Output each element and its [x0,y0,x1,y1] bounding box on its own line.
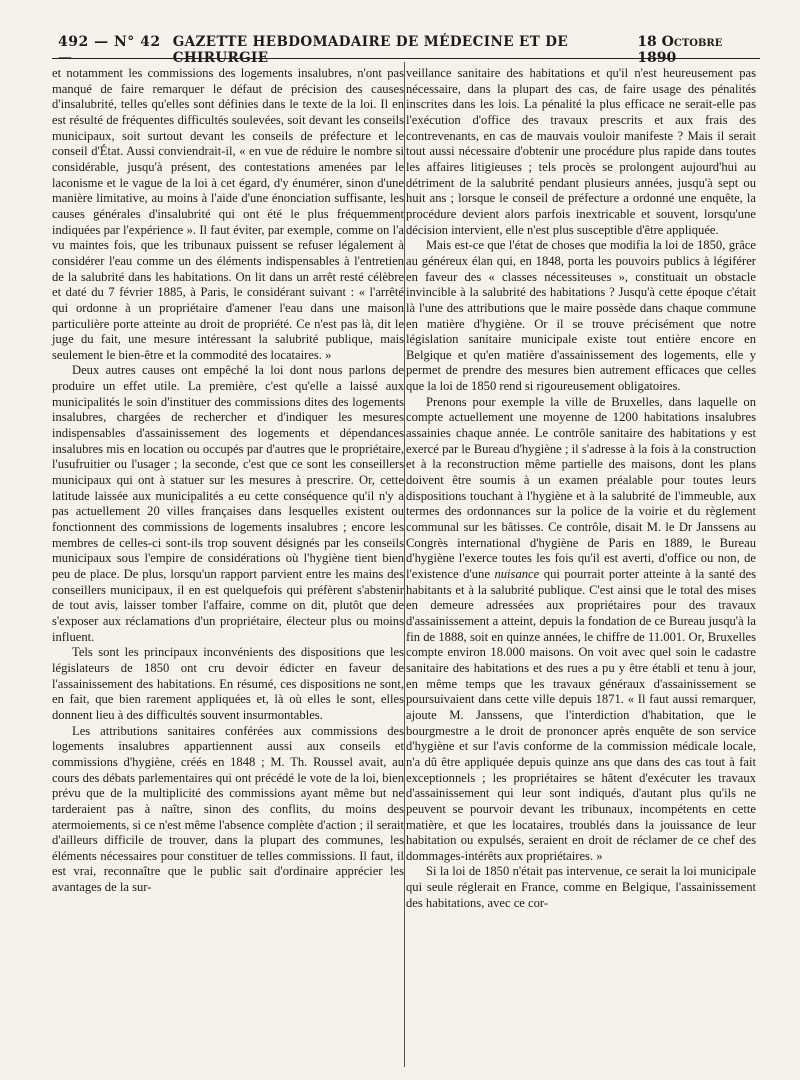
journal-title: GAZETTE HEBDOMADAIRE DE MÉDECINE ET DE CHIRURGIE [172,34,569,66]
issue-date [637,34,758,66]
left-paragraph-2: Deux autres causes ont empêché la loi dont nous parlons de produire un effet utile. La première, c'est qu'elle a laissé aux municipalités le soin d'instituer des commissions dites des logements insalubres, chargées de rechercher et d'indiquer les mesures indispensables d'assainissement des logements et dépendances insalubres mis en location ou occupés par d'autres que le propriétaire, l'usufruitier ou l'usager ; la seconde, c'est que ce sont les conseillers municipaux qui ont à statuer sur les mesures à prescrire. Or, cette latitude laissée aux municipalités a eu cette conséquence qu'il n'y a pas actuellement 20 villes françaises dans lesquelles existent ou fonctionnent des commissions de logements insalubres ; encore les membres de celles-ci sont-ils trop souvent désignés par les conseils municipaux sous l'empire de considérations où l'hygiène tient bien peu de place. De plus, lorsqu'un rapport parvient entre les mains des conseillers municipaux, il en est quelquefois qui préfèrent s'abstenir de tout avis, laisser tomber l'affaire, comme on dit, plutôt que de s'exposer aux réclamations d'un propriétaire, électeur plus ou moins influent. [52,363,404,644]
left-paragraph-3: Tels sont les principaux inconvénients des dispositions que les législateurs de 1850 ont cru devoir édicter en faveur de l'assainissement des habitations. En résumé, ces dispositions ne sont, en fait, que bien rarement appliquées et, là où elles le sont, elles donnent lieu à des difficultés souvent insurmontables. [52,645,404,722]
left-paragraph-1: et notamment les commissions des logements insalubres, n'ont pas manqué de faire remarquer le défaut de précision des causes d'insalubrité, telles qu'elles sont définies dans le texte de la loi. Il en est résulté de fréquentes difficultés soulevées, soit devant les conseils municipaux, soit surtout devant les conseils de préfecture et le conseil d'État. Aussi conviendrait-il, « en vue de réduire le nombre si considérable, jusqu'à présent, des contestations amenées par le laconisme et le vague de la loi à cet égard, d'y énumérer, sinon d'une manière limitative, au moins à l'aide d'une énonciation suffisante, les causes générales d'insalubrité qui ont été le plus fréquemment indiquées par l'expérience ». Il faut éviter, par exemple, comme on l'a vu maintes fois, que les tribunaux puissent se refuser légalement à considérer l'eau comme un des éléments indispensables à l'entretien de la salubrité dans les habitations. On lit dans un arrêt resté célèbre et daté du 7 février 1885, à Paris, le considérant suivant : « l'arrêté qui ordonne à un propriétaire d'amener l'eau dans une maison particulière porte atteinte au droit de propriété. Ce n'est pas là, dit le juge du fait, une mesure intéressant la salubrité publique, mais seulement le bien-être et la commodité des locataires. » [52,66,404,362]
right-paragraph-2: Mais est-ce que l'état de choses que modifia la loi de 1850, grâce au généreux élan qui, en 1848, porta les pouvoirs publics à légiférer en faveur des « classes nécessiteuses », constituait un obstacle invincible à la salubrité des habitations ? Jusqu'à cette époque c'était là l'une des attributions que le maire possède dans chaque commune en matière d'hygiène. Or il se trouve précisément que notre législation sanitaire municipale existe tout entière encore en Belgique et qu'en matière d'assainissement des logements, elle y permet de prendre des mesures bien autrement efficaces que celles que la loi de 1850 rend si rigoureusement obligatoires. [406,238,756,394]
nuisance-term: nuisance [494,567,540,581]
issue-date-month: Octobre [661,34,723,50]
right-paragraph-3-part-a: Prenons pour exemple la ville de Bruxelles, dans laquelle on compte actuellement une moyenne de 1200 habitations insalubres assainies chaque année. Le contrôle sanitaire des habitations y est exercé par le Bureau d'hygiène ; il s'adresse à la fois à la construction et à la reconstruction même partielle des maisons, dont les plans doivent être soumis à un examen préalable pour toutes leurs dispositions touchant à l'hygiène et à la salubrité de l'immeuble, aux termes des ordonnances sur la police de la voirie et du règlement communal sur les bâtisses. Ce contrôle, disait M. le Dr Janssens au Congrès international d'hygiène de Paris en 1889, le Bureau d'hygiène l'exerce toutes les fois qu'il est averti, d'office ou non, de l'existence d'une [406,394,756,581]
right-column [406,66,756,911]
left-paragraph-4: Les attributions sanitaires conférées aux commissions des logements insalubres appartiennent aussi aux conseils et commissions d'hygiène, créés en 1848 ; M. Th. Roussel avait, au cours des débats parlementaires qui ont précédé le vote de la loi, bien prévu que de la multiplicité des commissions ayant même but ne tarderaient pas à naître, sinon des conflits, du moins des atermoiements, si ce n'est même l'absence complète d'action ; il serait d'ailleurs difficile de trouver, dans la plupart des communes, les éléments nécessaires pour constituer de telles commissions. Il faut, il est vrai, reconnaître que le public sait d'ordinaire apprécier les avantages de la sur- [52,723,404,895]
page-number: 492 — N° 42 — [58,34,161,66]
left-column [52,66,404,896]
right-paragraph-4: Si la loi de 1850 n'était pas intervenue, ce serait la loi municipale qui seule réglerait en France, comme en Belgique, l'assainissement des habitations, avec ce cor- [406,864,756,910]
page-header [58,34,758,66]
header-rule [52,58,760,59]
issue-date-day: 18 [637,34,657,50]
column-divider [404,62,405,1067]
right-paragraph-3-part-b: qui pourrait porter atteinte à la santé des habitants et à la salubrité publique. C'est ainsi que le total des mises en demeure adressées aux propriétaires pour des travaux d'assainissement a atteint, depuis la fondation de ce Bureau jusqu'à la fin de 1888, soit en quinze années, le chiffre de 11.001. Or, Bruxelles compte environ 18.000 maisons. On voit avec quel soin le cadastre sanitaire des habitations et des rues a pu y être établi et tenu à jour, en même temps que les travaux généraux d'assainissement se poursuivaient dans cette ville depuis 1871. « Il faut aussi remarquer, ajoute M. Janssens, que l'interdiction d'habitation, que le bourgmestre a le droit de prononcer après enquête de son service d'hygiène et sur l'avis conforme de la commission médicale locale, n'a dû être appliquée depuis quinze ans que dans des cas tout à fait exceptionnels ; les propriétaires se hâtent d'exécuter les travaux d'assainissement qui leur sont indiqués, d'autant plus qu'ils ne peuvent se pourvoir devant les tribunaux, incompétents en cette matière, et que les locataires, troublés dans la jouissance de leur habitation ou expulsés, seraient en droit de réclamer de ce chef des dommages-intérêts aux propriétaires. » [406,567,756,863]
right-paragraph-3 [406,395,756,865]
right-paragraph-1: veillance sanitaire des habitations et qu'il n'est heureusement pas nécessaire, dans la plupart des cas, de faire usage des pénalités inscrites dans les lois. La pénalité la plus efficace ne serait-elle pas l'exécution d'office des travaux prescrits et aux frais des contrevenants, en cas de mauvais vouloir manifeste ? Mais il serait tout aussi nécessaire d'obtenir une procédure plus rapide dans toutes les affaires litigieuses ; tels procès se prolongent aujourd'hui au détriment de la salubrité pendant plusieurs années, jusqu'à sept ou huit ans ; lorsque le conseil de préfecture a ordonné une enquête, la procédure devient alors parfois inextricable et souvent, lorsqu'une décision intervient, elle n'est plus susceptible d'être appliquée. [406,66,756,237]
issue-date-year: 1890 [637,50,677,66]
